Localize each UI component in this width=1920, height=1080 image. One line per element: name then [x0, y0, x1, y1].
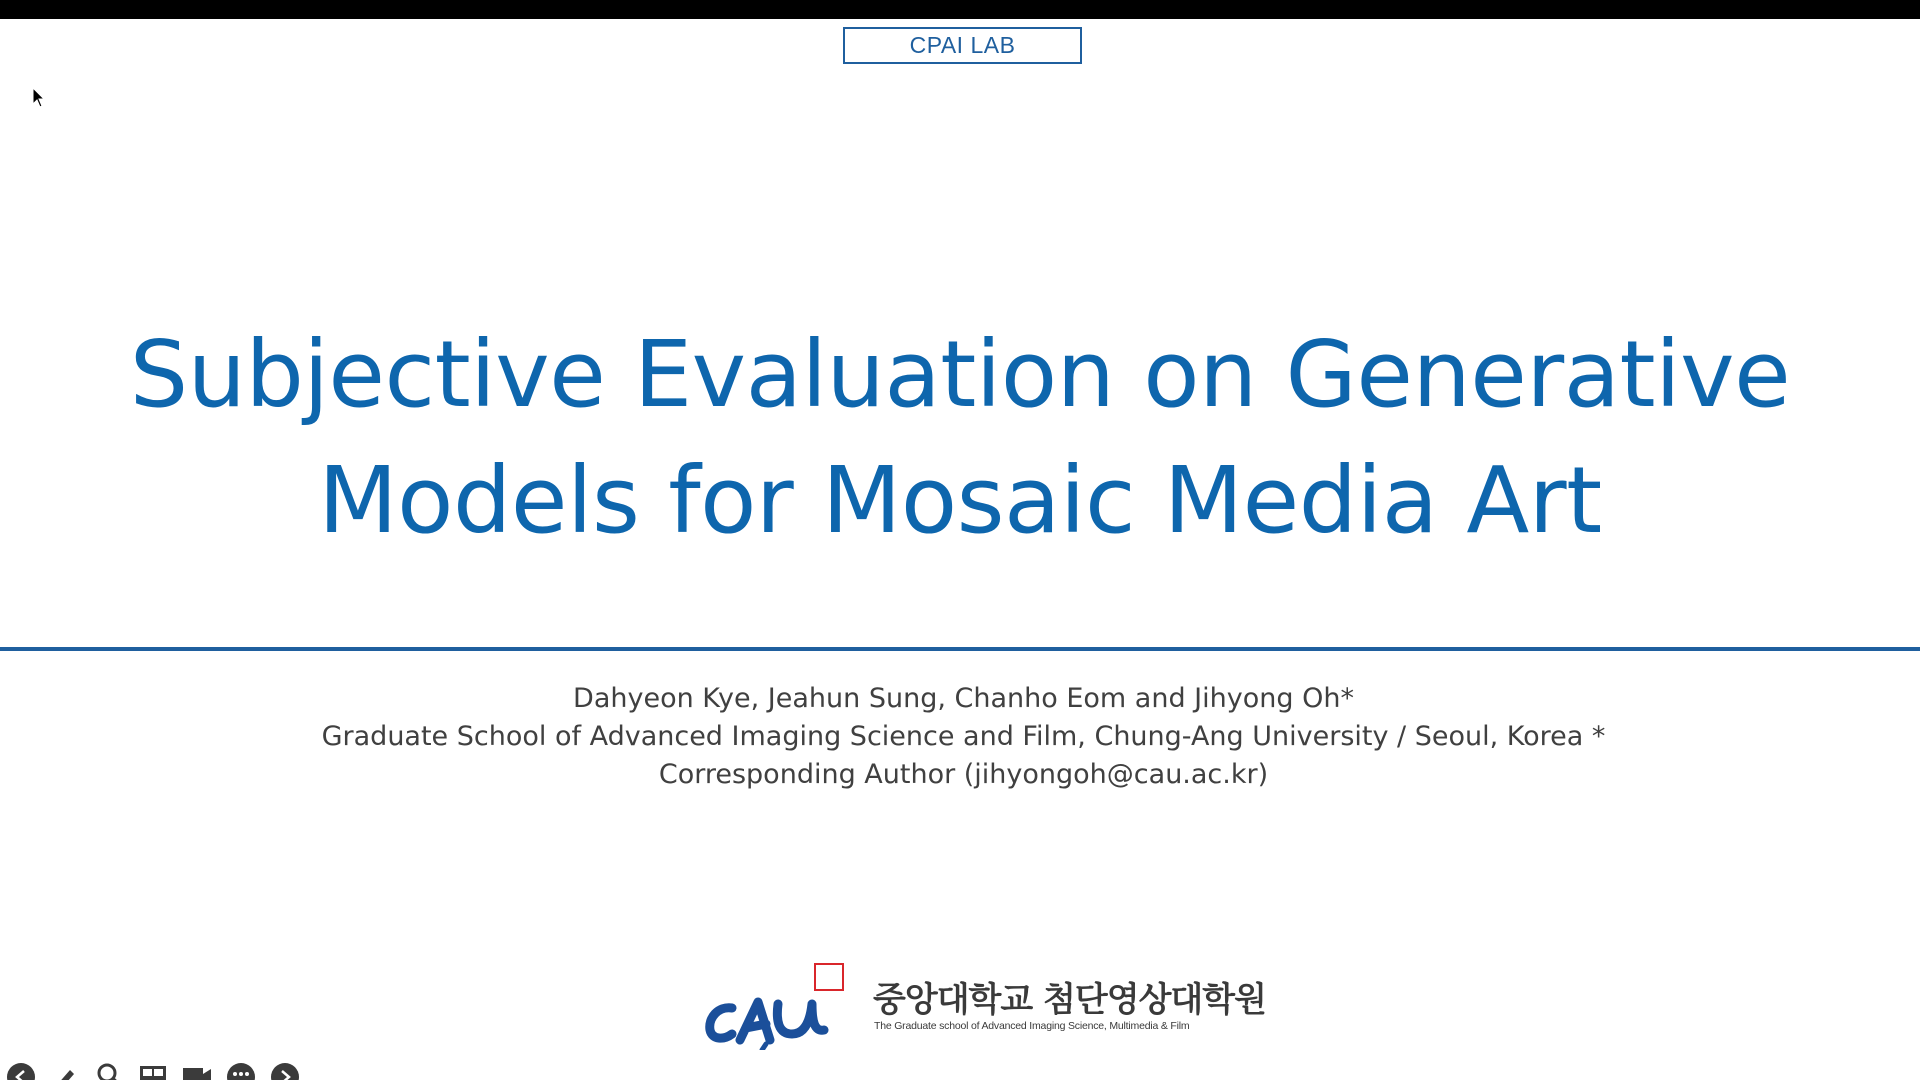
affiliation-text: Graduate School of Advanced Imaging Science and Film, Chung-Ang University / Seoul, Korea *	[321, 721, 1606, 752]
top-black-bar	[0, 0, 1920, 19]
more-options-icon[interactable]	[226, 1062, 256, 1080]
university-logo	[700, 960, 1266, 1050]
forward-icon[interactable]	[270, 1062, 300, 1080]
title-line-1: Subjective Evaluation on Generative	[129, 321, 1791, 428]
lab-badge: CPAI LAB	[843, 27, 1082, 64]
pen-icon[interactable]	[50, 1062, 80, 1080]
cau-logo-icon	[700, 960, 850, 1050]
author-info	[200, 680, 1727, 794]
title-line-2: Models for Mosaic Media Art	[318, 447, 1602, 554]
slide-title	[60, 312, 1860, 564]
corresponding-author-text: Corresponding Author (jihyongoh@cau.ac.kr)	[658, 759, 1269, 790]
slides-grid-icon[interactable]	[138, 1062, 168, 1080]
mouse-cursor-icon	[32, 87, 46, 109]
logo-korean-text: 중앙대학교 첨단영상대학원	[873, 980, 1266, 1020]
title-divider	[0, 647, 1920, 651]
presenter-toolbar	[6, 1062, 300, 1080]
logo-english-text: The Graduate school of Advanced Imaging Science, Multimedia & Film	[874, 1020, 1190, 1032]
back-icon[interactable]	[6, 1062, 36, 1080]
authors-text: Dahyeon Kye, Jeahun Sung, Chanho Eom and Jihyong Oh*	[573, 683, 1354, 714]
camera-icon[interactable]	[182, 1062, 212, 1080]
zoom-icon[interactable]	[94, 1062, 124, 1080]
